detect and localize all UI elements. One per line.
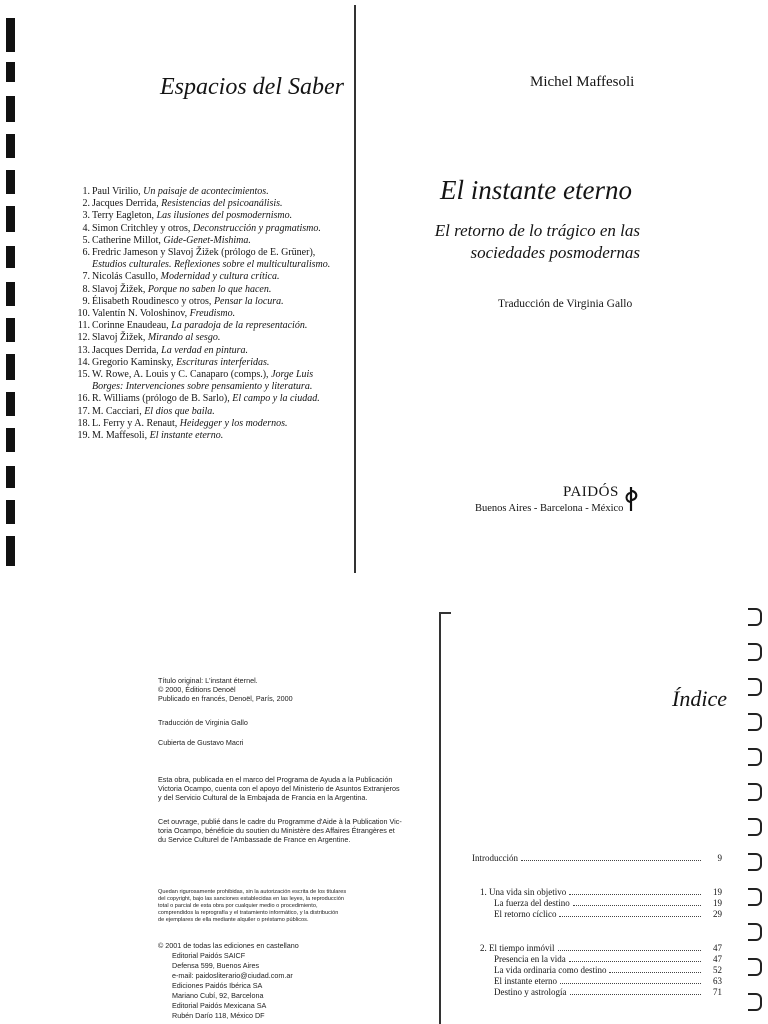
legal-notice: Quedan rigurosamente prohibidas, sin la autorización escrita de los titulares	[158, 889, 347, 895]
toc-leader	[560, 983, 701, 984]
ring-mark	[748, 678, 762, 696]
series-item-author: Jacques Derrida,	[92, 198, 159, 210]
program-text-es: y del Servicio Cultural de la Embajada de Francia en la Argentina.	[158, 793, 368, 802]
toc-page: 9	[717, 853, 722, 863]
toc-entry[interactable]	[472, 887, 722, 898]
series-item-author: Slavoj Žižek,	[92, 283, 146, 295]
translator-credit: Traducción de Virginia Gallo	[498, 298, 633, 310]
binding-mark	[6, 500, 15, 524]
binding-mark	[6, 134, 15, 158]
book-title: El instante eterno	[440, 175, 632, 205]
toc-entry[interactable]	[472, 954, 722, 965]
page-gutter	[354, 5, 356, 573]
series-item-number: 8.	[82, 283, 90, 295]
binding-mark	[6, 18, 15, 52]
series-item-title: Escrituras interferidas.	[176, 356, 270, 368]
series-item	[76, 247, 351, 259]
toc-leader	[521, 860, 701, 861]
series-item-number: 3.	[82, 210, 90, 222]
series-item-number: 7.	[82, 271, 90, 283]
series-item	[76, 369, 351, 381]
series-item-author: Fredric Jameson y Slavoj Žižek (prólogo de E. Grüner),	[92, 247, 316, 259]
toc-page: 63	[713, 976, 722, 986]
series-item-number: 6.	[82, 247, 90, 259]
series-item	[76, 345, 351, 357]
series-item	[76, 332, 351, 344]
series-item-number: 12.	[77, 332, 90, 344]
series-item-number: 17.	[77, 405, 90, 417]
toc-leader	[569, 894, 701, 895]
toc-page: 19	[713, 887, 722, 897]
series-item-number: 11.	[77, 320, 90, 332]
series-item-number: 18.	[77, 417, 90, 429]
copyright-original: © 2000, Éditions Denoël	[158, 685, 236, 694]
toc-label: Presencia en la vida	[494, 954, 566, 964]
binding-mark	[6, 96, 15, 122]
series-item-author: Catherine Millot,	[92, 234, 161, 246]
series-item-author: Paul Virilio,	[92, 186, 141, 197]
original-title: Título original: L'instant éternel.	[158, 676, 258, 685]
toc-group	[472, 943, 722, 998]
toc-entry[interactable]	[472, 909, 722, 920]
cover-credit: Cubierta de Gustavo Macri	[158, 738, 244, 747]
publisher-logo-icon	[622, 485, 640, 513]
series-item-number: 4.	[82, 222, 90, 234]
series-item-number: 15.	[77, 369, 90, 381]
toc-entry[interactable]	[472, 943, 722, 954]
translation-credit: Traducción de Virginia Gallo	[158, 718, 248, 727]
series-item	[76, 235, 351, 247]
ring-mark	[748, 818, 762, 836]
series-item-author: Nicolás Casullo,	[92, 271, 159, 283]
toc-leader	[558, 950, 702, 951]
toc-label: Introducción	[472, 853, 518, 863]
address-line: Mariano Cubí, 92, Barcelona	[172, 991, 264, 1000]
series-item-author: Corinne Enaudeau,	[92, 320, 169, 332]
ring-mark	[748, 713, 762, 731]
toc-label: La fuerza del destino	[494, 898, 570, 908]
series-item-author: Slavoj Žižek,	[92, 332, 146, 344]
copyright-spanish: © 2001 de todas las ediciones en castellano	[158, 941, 299, 950]
series-item-author: W. Rowe, A. Louis y C. Canaparo (comps.),	[92, 369, 269, 381]
address-line: e-mail: paidosliterario@ciudad.com.ar	[172, 971, 293, 980]
address-line: Ediciones Paidós Ibérica SA	[172, 981, 263, 990]
publisher-name: PAIDÓS	[563, 484, 619, 500]
ring-mark	[748, 783, 762, 801]
series-item-author: L. Ferry y A. Renaut,	[92, 417, 178, 429]
program-text-fr: Cet ouvrage, publié dans le cadre du Programme d'Aide à la Publication Vic-	[158, 817, 402, 826]
series-item	[76, 259, 351, 271]
program-text-fr: toria Ocampo, bénéficie du soutien du Ministère des Affaires Étrangères et	[158, 826, 395, 835]
toc-entry[interactable]	[472, 853, 722, 864]
program-text-fr: du Service Culturel de l'Ambassade de France en Argentine.	[158, 835, 351, 844]
address-line: Editorial Paidós Mexicana SA	[172, 1001, 267, 1010]
binding-mark	[6, 246, 15, 268]
series-item-title: Freudismo.	[189, 308, 236, 320]
series-item-title: Un paisaje de acontecimientos.	[143, 186, 269, 197]
ring-mark	[748, 643, 762, 661]
ring-mark	[748, 608, 762, 626]
binding-mark	[6, 466, 15, 488]
legal-notice: de ejemplares de ella mediante alquiler o préstamo públicos.	[158, 917, 309, 923]
series-item-number: 2.	[82, 198, 90, 210]
series-item-title: Estudios culturales. Reflexiones sobre el multiculturalismo.	[92, 259, 331, 271]
series-item	[76, 308, 351, 320]
ring-mark	[748, 993, 762, 1011]
series-item-title: Resistencias del psicoanálisis.	[161, 198, 283, 210]
series-item-author: Élisabeth Roudinesco y otros,	[92, 295, 212, 307]
series-item-number: 5.	[82, 234, 90, 246]
series-item-author: Simon Critchley y otros,	[92, 222, 191, 234]
series-item-author: Valentín N. Voloshinov,	[92, 308, 188, 320]
series-item-title: Gide-Genet-Mishima.	[163, 234, 251, 246]
series-item-author: Terry Eagleton,	[92, 210, 155, 222]
series-item	[76, 186, 351, 198]
binding-mark	[6, 282, 15, 306]
toc-entry[interactable]	[472, 987, 722, 998]
address-line: Rubén Darío 118, México DF	[172, 1011, 265, 1020]
series-item-title: Modernidad y cultura crítica.	[160, 271, 280, 283]
series-item-number: 10.	[77, 308, 90, 320]
toc-page: 71	[713, 987, 722, 997]
toc-label: La vida ordinaria como destino	[494, 965, 607, 975]
series-item-author: Jacques Derrida,	[92, 344, 159, 356]
toc-leader	[569, 961, 701, 962]
toc-group	[472, 853, 722, 864]
series-item-author: R. Williams (prólogo de B. Sarlo),	[92, 393, 230, 405]
toc-label: El retorno cíclico	[494, 909, 557, 919]
series-item	[76, 430, 351, 442]
toc-leader	[573, 905, 701, 906]
toc-page: 47	[713, 943, 722, 953]
ring-mark	[748, 853, 762, 871]
toc-page: 47	[713, 954, 722, 964]
binding-mark	[6, 536, 15, 566]
binding-mark	[6, 318, 15, 342]
toc-leader	[570, 994, 702, 995]
series-item-title: Mirando al sesgo.	[147, 332, 221, 344]
series-item	[76, 393, 351, 405]
toc-entry[interactable]	[472, 965, 722, 976]
series-item-number: 13.	[77, 344, 90, 356]
toc-page: 19	[713, 898, 722, 908]
toc-label: El instante eterno	[494, 976, 557, 986]
series-item-number: 19.	[77, 430, 90, 442]
series-item-title: Pensar la locura.	[213, 295, 284, 307]
book-author: Michel Maffesoli	[530, 74, 635, 90]
page-gutter	[439, 612, 441, 1024]
ring-mark	[748, 923, 762, 941]
binding-mark	[6, 428, 15, 452]
binding-mark	[6, 170, 15, 194]
publisher-cities: Buenos Aires - Barcelona - México	[475, 503, 624, 514]
toc-group	[472, 887, 722, 920]
series-item-title: Deconstrucción y pragmatismo.	[192, 222, 321, 234]
series-item-author: Gregorio Kaminsky,	[92, 356, 174, 368]
original-publication: Publicado en francés, Denoël, París, 2000	[158, 694, 293, 703]
toc-leader	[609, 972, 701, 973]
page-corner	[439, 612, 451, 614]
toc-page: 29	[713, 909, 722, 919]
series-item	[76, 284, 351, 296]
legal-notice: comprendidos la reprografía y el tratamiento informático, y la distribución	[158, 910, 339, 916]
legal-notice: total o parcial de esta obra por cualquier medio o procedimiento,	[158, 903, 318, 909]
subtitle-line: El retorno de lo trágico en las	[434, 221, 640, 240]
legal-notice: del copyright, bajo las sanciones establecidas en las leyes, la reproducción	[158, 896, 344, 902]
index-title: Índice	[672, 686, 727, 711]
series-item	[76, 320, 351, 332]
toc-label: 2. El tiempo inmóvil	[480, 943, 555, 953]
series-item	[76, 296, 351, 308]
series-item	[76, 223, 351, 235]
series-item	[76, 210, 351, 222]
book-subtitle	[418, 220, 640, 264]
subtitle-line: sociedades posmodernas	[470, 243, 640, 262]
series-item	[76, 418, 351, 430]
series-item-author: M. Maffesoli,	[92, 430, 148, 442]
series-item	[76, 271, 351, 283]
ring-mark	[748, 888, 762, 906]
series-item	[76, 381, 351, 393]
toc-entry[interactable]	[472, 976, 722, 987]
series-item-number: 14.	[77, 356, 90, 368]
program-text-es: Esta obra, publicada en el marco del Programa de Ayuda a la Publicación	[158, 775, 393, 784]
series-item-title: El instante eterno.	[149, 430, 224, 442]
series-item-title: Heidegger y los modernos.	[179, 417, 288, 429]
binding-mark	[6, 392, 15, 416]
series-item-title: El campo y la ciudad.	[232, 393, 320, 405]
series-item	[76, 406, 351, 418]
address-line: Defensa 599, Buenos Aires	[172, 961, 260, 970]
toc-page: 52	[713, 965, 722, 975]
series-item-title: El dios que baila.	[144, 405, 215, 417]
ring-mark	[748, 748, 762, 766]
binding-mark	[6, 62, 15, 82]
binding-mark	[6, 354, 15, 380]
series-item-title: Porque no saben lo que hacen.	[147, 283, 272, 295]
series-item	[76, 357, 351, 369]
series-item-number: 9.	[82, 295, 90, 307]
series-item-title: Borges: Intervenciones sobre pensamiento y literatura.	[92, 381, 313, 393]
series-list	[76, 186, 351, 442]
series-title: Espacios del Saber	[160, 74, 344, 100]
series-item-number: 16.	[77, 393, 90, 405]
ring-mark	[748, 958, 762, 976]
toc-leader	[559, 916, 701, 917]
series-item-title: La verdad en pintura.	[161, 344, 248, 356]
series-item-number: 1.	[82, 186, 90, 197]
toc-label: 1. Una vida sin objetivo	[480, 887, 567, 897]
toc-entry[interactable]	[472, 898, 722, 909]
program-text-es: Victoria Ocampo, cuenta con el apoyo del Ministerio de Asuntos Extranjeros	[158, 784, 400, 793]
toc-label: Destino y astrología	[494, 987, 567, 997]
series-item-title: La paradoja de la representación.	[171, 320, 308, 332]
address-line: Editorial Paidós SAICF	[172, 951, 246, 960]
series-item-title: Jorge Luis	[271, 369, 314, 381]
series-item-author: M. Cacciari,	[92, 405, 142, 417]
series-item-title: Las ilusiones del posmodernismo.	[156, 210, 293, 222]
binding-mark	[6, 206, 15, 232]
series-item	[76, 198, 351, 210]
